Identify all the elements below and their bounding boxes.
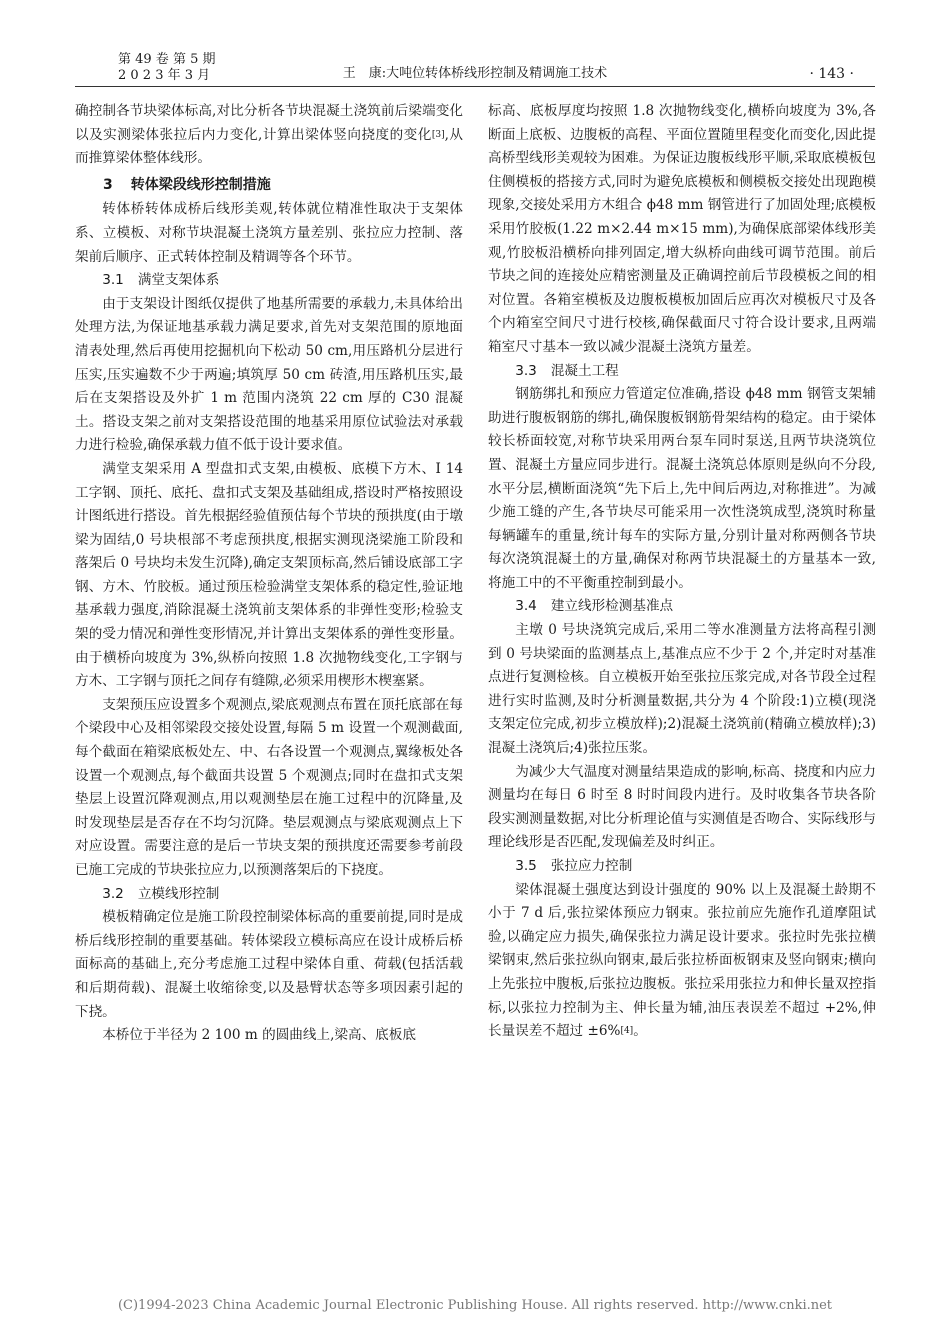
citation-3: [3] [431, 129, 445, 140]
section-3-1-paragraph-3: 支架预压应设置多个观测点,梁底观测点布置在顶托底部在每个梁段中心及相邻梁段交接处设置,每隔 5 m 设置一个观测截面,每个截面在箱梁底板处左、中、右各设置一个观测点,翼缘板处各设置一个观测点,每个截面共设置 5 个观测点;同时在盘扣式支架垫层上设置沉降观测点,用以观测垫层在施工过程中的沉降量,及时发现垫层是否存在不均匀沉降。垫层观测点与梁底观测点上下对应设置。需要注意的是后一节块支架的预拱度还需要参考前段已施工完成的节块张拉应力,以预测落架后的下挠度。 [75, 696, 463, 878]
left-column [75, 100, 463, 1048]
section-3-4-heading: 3.4 建立线形检测基准点 [515, 598, 674, 615]
page-number: · 143 · [809, 66, 854, 82]
running-title: 王 康:大吨位转体桥线形控制及精调施工技术 [342, 66, 608, 81]
section-3-heading: 3 转体梁段线形控制措施 [103, 176, 271, 193]
section-3-1-paragraph-1: 由于支架设计图纸仅提供了地基所需要的承载力,未具体给出处理方法,为保证地基承载力满足要求,首先对支架范围的原地面清表处理,然后再使用挖掘机向下松动 50 cm,用压路机分层进行压实,压实遍数不少于两遍;填筑厚 50 cm 砖渣,用压路机压实,最后在支架搭设及外扩 1 m 范围内浇筑 22 cm 厚的 C30 混凝土。搭设支架之前对支架搭设范围的地基采用原位试验法对承载力进行检验,确保承载力值不低于设计要求值。 [75, 295, 463, 454]
section-3-4-paragraph-2: 为减少大气温度对测量结果造成的影响,标高、挠度和内应力测量均在每日 6 时至 8 时时间段内进行。及时收集各节块各阶段实测测量数据,对比分析理论值与实测值是否吻合、实际线形与理论线形是否匹配,发现偏差及时纠正。 [488, 763, 876, 851]
section-3-2-paragraph-1: 模板精确定位是施工阶段控制梁体标高的重要前提,同时是成桥后线形控制的重要基础。转体梁段立模标高应在设计成桥后桥面标高的基础上,充分考虑施工过程中梁体自重、荷载(包括活载和后期荷载)、混凝土收缩徐变,以及悬臂状态等多项因素引起的下挠。 [75, 909, 463, 1020]
right-column [488, 100, 876, 1044]
section-3-5-heading: 3.5 张拉应力控制 [515, 858, 633, 874]
copyright-footer: (C)1994-2023 China Academic Journal Electronic Publishing House. All rights reserved. http://www.cnki.net [117, 1298, 833, 1313]
section-3-2-paragraph-2: 本桥位于半径为 2 100 m 的圆曲线上,梁高、底板底 [102, 1027, 416, 1044]
section-3-paragraph: 转体桥转体成桥后线形美观,转体就位精准性取决于支架体系、立模板、对称节块混凝土浇筑方量差别、张拉应力控制、落架前后顺序、正式转体控制及精调等各个环节。 [75, 201, 463, 265]
journal-date: 2 0 2 3 年 3 月 [118, 68, 211, 83]
section-3-5-paragraph: 梁体混凝土强度达到设计强度的 90% 以上及混凝土龄期不小于 7 d 后,张拉梁体预应力钢束。张拉前应先施作孔道摩阻试验,以确定应力损失,确保张拉力满足设计要求。张拉时先张拉横梁钢束,然后张拉纵向钢束,最后张拉桥面板钢束及竖向钢束;横向上先张拉中腹板,后张拉边腹板。张拉采用张拉力和伸长量双控指标,以张拉力控制为主、伸长量为辅,油压表误差不超过 +2%,伸长量误差不超过 ±6%[4]。 [488, 881, 876, 1040]
section-3-1-heading: 3.1 满堂支架体系 [102, 272, 220, 289]
section-3-4-paragraph-1: 主墩 0 号块浇筑完成后,采用二等水准测量方法将高程引测到 0 号块梁面的监测基点上,基准点应不少于 2 个,并定时对基准点进行复测检核。自立模板开始至张拉压浆完成,对各节段全过程进行实时监测,及时分析测量数据,共分为 4 个阶段:1)立模(现浇支架定位完成,初步立模放样);2)混凝土浇筑前(精确立模放样);3)混凝土浇筑后;4)张拉压浆。 [488, 622, 876, 757]
section-3-2-heading: 3.2 立模线形控制 [102, 885, 220, 902]
intro-paragraph: 确控制各节块梁体标高,对比分析各节块混凝土浇筑前后梁端变化以及实测梁体张拉后内力变化,计算出梁体竖向挠度的变化[3],从而推算梁体整体线形。 [75, 103, 463, 167]
section-3-1-paragraph-2: 满堂支架采用 A 型盘扣式支架,由模板、底模下方木、I 14 工字钢、顶托、底托、盘扣式支架及基础组成,搭设时严格按照设计图纸进行搭设。首先根据经验值预估每个节块的预拱度(由于墩梁为固结,0 号块根部不考虑预拱度,根据实测现浇梁施工阶段和落架后 0 号块均未发生沉降),确定支架顶标高,然后铺设底部工字钢、方木、竹胶板。通过预压检验满堂支架体系的稳定性,验证地基承载力强度,消除混凝土浇筑前支架体系的非弹性变形;检验支架的受力情况和弹性变形情况,并计算出支架体系的弹性变形量。由于横桥向坡度为 3%,纵桥向按照 1.8 次抛物线变化,工字钢与方木、工字钢与顶托之间存有缝隙,必须采用楔形木楔塞紧。 [75, 460, 463, 690]
citation-4: [4] [620, 1026, 634, 1037]
section-3-2-paragraph-2-continued: 标高、底板厚度均按照 1.8 次抛物线变化,横桥向坡度为 3%,各断面上底板、边腹板的高程、平面位置随里程变化而变化,因此提高桥型线形美观较为困难。为保证边腹板线形平顺,采取底模板包住侧模板的搭接方式,同时为避免底模板和侧模板交接处出现跑模现象,交接处采用方木组合 ϕ48 mm 钢管进行了加固处理;底模板采用竹胶板(1.22 m×2.44 m×15 mm),为确保底部梁体线形美观,竹胶板沿横桥向排列固定,增大纵桥向曲线可调节范围。前后节块之间的连接处应精密测量及正确调控前后节段模板之间的相对位置。各箱室模板及边腹板模板加固后应再次对模板尺寸及各个内箱室空间尺寸进行校核,确保截面尺寸符合设计要求,且两端箱室尺寸基本一致以减少混凝土浇筑方量差。 [488, 103, 876, 355]
section-3-3-heading: 3.3 混凝土工程 [515, 362, 619, 379]
header-rule [75, 86, 875, 87]
journal-volume: 第 49 卷 第 5 期 [118, 52, 216, 67]
section-3-3-paragraph: 钢筋绑扎和预应力管道定位准确,搭设 ϕ48 mm 钢管支架辅助进行腹板钢筋的绑扎,确保腹板钢筋骨架结构的稳定。由于梁体较长桥面较宽,对称节块采用两台泵车同时泵送,且两节块浇筑位置、混凝土方量应同步进行。混凝土浇筑总体原则是纵向不分段,水平分层,横断面浇筑“先下后上,先中间后两边,对称推进”。为减少施工缝的产生,各节块尽可能采用一次性浇筑成型,浇筑时称量每辆罐车的重量,统计每车的实际方量,分别计量对称两侧各节块每次浇筑混凝土的方量,确保对称两节块混凝土的方量基本一致,将施工中的不平衡重控制到最小。 [488, 386, 876, 591]
